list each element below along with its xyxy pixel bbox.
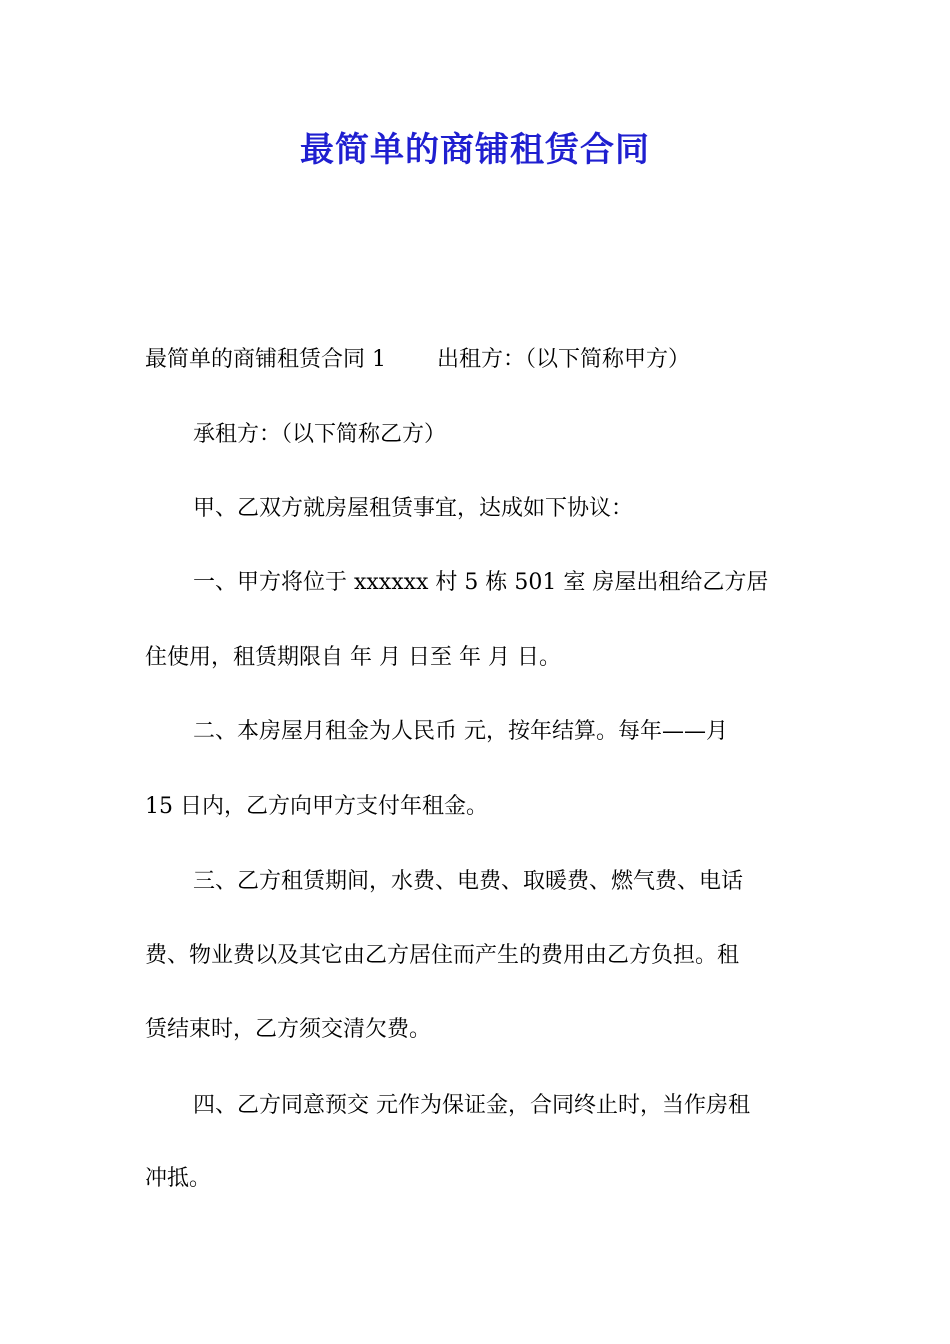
contract-heading-lessor-line: 最简单的商铺租赁合同 1 出租方：（以下简称甲方）: [145, 347, 690, 372]
agreement-intro-line: 甲、乙双方就房屋租赁事宜，达成如下协议：: [193, 496, 634, 521]
clause-1-line-2: 住使用，租赁期限自 年 月 日至 年 月 日。: [145, 645, 561, 670]
clause-3-line-3: 赁结束时，乙方须交清欠费。: [145, 1017, 432, 1042]
clause-2-line-2: 15 日内，乙方向甲方支付年租金。: [145, 794, 488, 819]
clause-4-line-1: 四、乙方同意预交 元作为保证金，合同终止时，当作房租: [193, 1093, 750, 1118]
lessee-line: 承租方：（以下简称乙方）: [193, 422, 447, 447]
clause-3-line-1: 三、乙方租赁期间，水费、电费、取暖费、燃气费、电话: [193, 869, 744, 894]
clause-2-line-1: 二、本房屋月租金为人民币 元，按年结算。每年——月: [193, 719, 728, 744]
clause-1-line-1: 一、甲方将位于 xxxxxx 村 5 栋 501 室 房屋出租给乙方居: [193, 570, 769, 595]
document-title: 最简单的商铺租赁合同: [300, 130, 650, 170]
clause-3-line-2: 费、物业费以及其它由乙方居住而产生的费用由乙方负担。租: [145, 943, 740, 968]
clause-4-line-2: 冲抵。: [145, 1166, 212, 1191]
